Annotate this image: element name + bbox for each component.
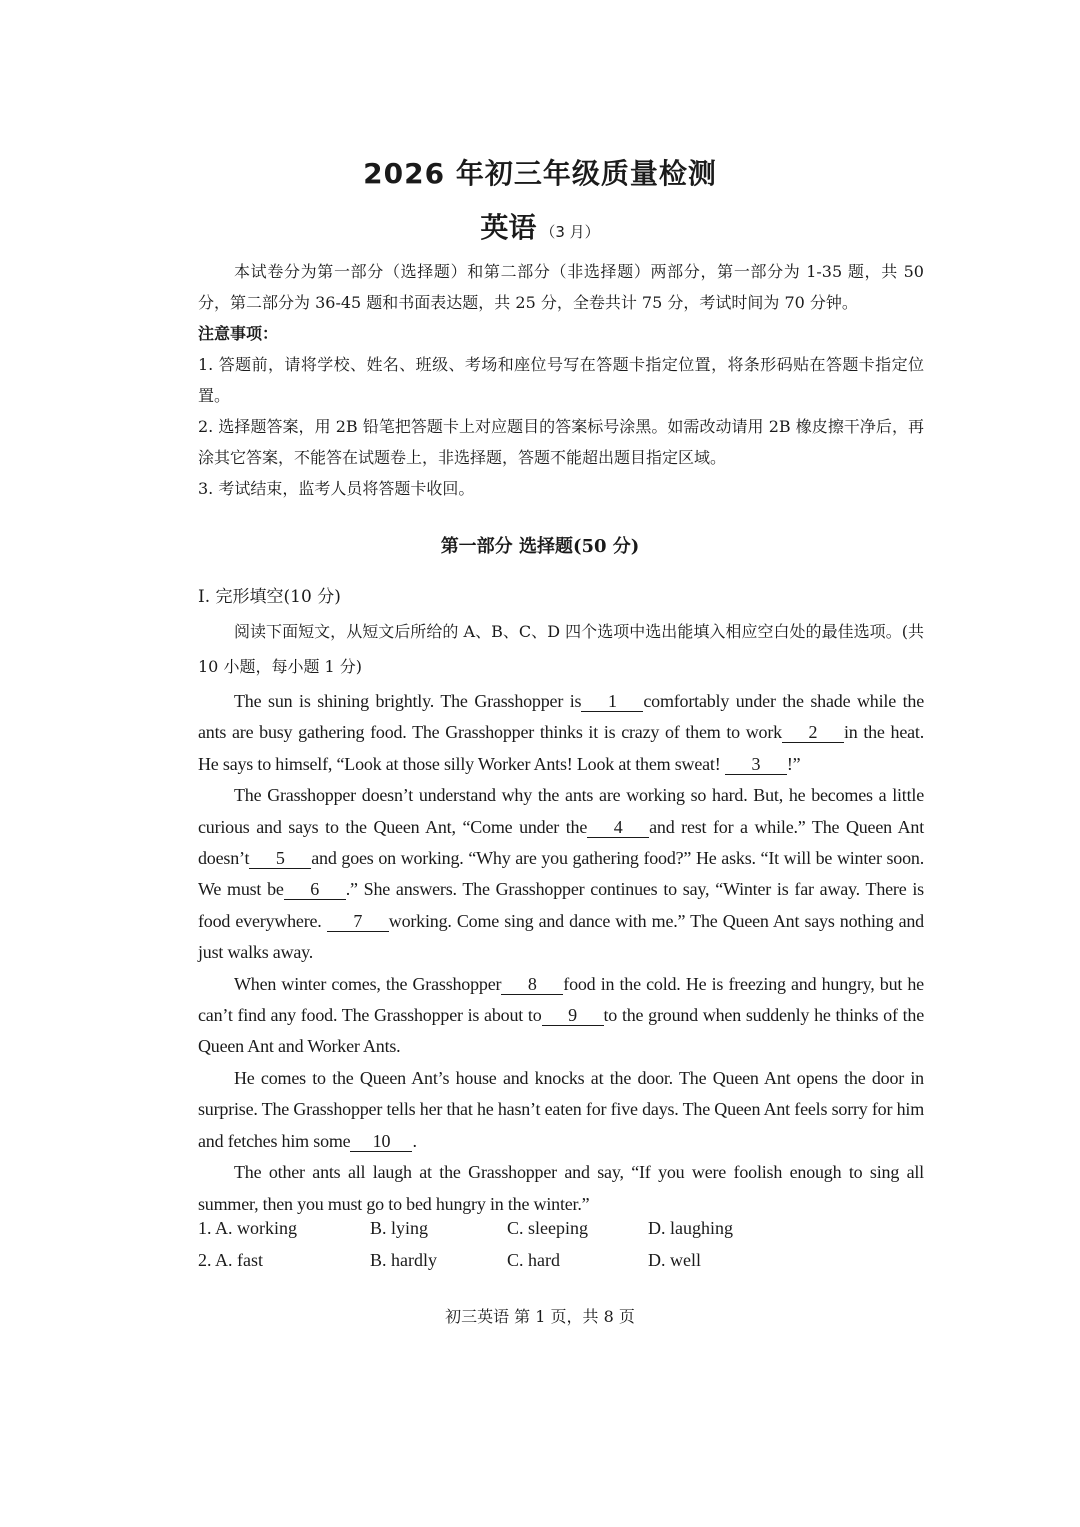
blank-10: 10 bbox=[350, 1131, 412, 1152]
passage-paragraph bbox=[198, 969, 924, 1063]
part-title: I. 完形填空(10 分) bbox=[198, 587, 341, 607]
passage-text: in the heat. He says to himself, “Look at those silly Worker Ants! Look at them sweat! bbox=[198, 722, 924, 774]
option-row bbox=[198, 1218, 924, 1250]
passage-text: The Grasshopper doesn’t understand why the ants are working so hard. But, he becomes a little curious and says to the Queen Ant, “Come under the bbox=[198, 785, 924, 837]
passage-text: The sun is shining brightly. The Grasshopper is bbox=[234, 691, 582, 711]
passage-text: . bbox=[412, 1130, 417, 1151]
page-footer: 初三英语 第 1 页，共 8 页 bbox=[445, 1307, 635, 1326]
note-item: 1. 答题前，请将学校、姓名、班级、考场和座位号写在答题卡指定位置，将条形码贴在答题卡指定位置。 bbox=[198, 355, 924, 405]
passage-text: and rest for a while.” The Queen Ant doesn’t bbox=[198, 816, 924, 869]
blank-2: 2 bbox=[782, 722, 844, 743]
blank-6: 6 bbox=[284, 879, 346, 900]
passage-text: working. Come sing and dance with me.” The Queen Ant says nothing and just walks away. bbox=[198, 910, 924, 963]
option-b: B. hardly bbox=[370, 1250, 437, 1270]
exam-title: 2026 年初三年级质量检测 bbox=[363, 157, 717, 190]
passage-text: to the ground when suddenly he thinks of the Queen Ant and Worker Ants. bbox=[198, 1005, 924, 1057]
section-title: 第一部分 选择题(50 分) bbox=[440, 536, 640, 557]
note-item: 2. 选择题答案，用 2B 铅笔把答题卡上对应题目的答案标号涂黑。如需改动请用 2B 橡皮擦干净后，再涂其它答案，不能答在试题卷上，非选择题，答题不能超出题目指定区域。 bbox=[198, 417, 924, 467]
exam-subject bbox=[0, 206, 1080, 246]
blank-5: 5 bbox=[249, 848, 311, 869]
blank-7: 7 bbox=[327, 911, 389, 932]
blank-8: 8 bbox=[501, 974, 563, 995]
exam-description: 本试卷分为第一部分（选择题）和第二部分（非选择题）两部分，第一部分为 1-35 题，共 50 分，第二部分为 36-45 题和书面表达题，共 25 分，全卷共计 75 分，考试时间为 70 分钟。 bbox=[198, 262, 924, 312]
option-d: D. well bbox=[648, 1250, 701, 1270]
passage-paragraph bbox=[198, 686, 924, 780]
option-b: B. lying bbox=[370, 1218, 429, 1238]
passage-text: .” She answers. The Grasshopper continues to say, “Winter is far away. There is food everywhere. bbox=[198, 879, 924, 931]
option-c: C. sleeping bbox=[507, 1218, 588, 1238]
blank-3: 3 bbox=[725, 754, 787, 775]
option-d: D. laughing bbox=[648, 1218, 733, 1238]
exam-month: （3 月） bbox=[540, 223, 600, 241]
subject-label: 英语 bbox=[480, 211, 537, 244]
directions-text: 阅读下面短文，从短文后所给的 A、B、C、D 四个选项中选出能填入相应空白处的最佳选项。(共 10 小题，每小题 1 分) bbox=[198, 622, 924, 676]
blank-9: 9 bbox=[542, 1005, 604, 1026]
exam-instructions bbox=[198, 256, 924, 504]
blank-4: 4 bbox=[587, 817, 649, 838]
notes-heading: 注意事项： bbox=[198, 324, 279, 343]
option-row bbox=[198, 1250, 924, 1282]
passage-text: comfortably under the shade while the ants are busy gathering food. The Grasshopper thinks it is crazy of them to work bbox=[198, 691, 924, 743]
option-a: 1. A. working bbox=[198, 1218, 297, 1238]
passage-text: He comes to the Queen Ant’s house and knocks at the door. The Queen Ant opens the door in surprise. The Grasshopper tells her that he hasn’t eaten for five days. The Queen Ant feels sorry for him and fetches him some bbox=[198, 1067, 924, 1151]
passage-text: When winter comes, the Grasshopper bbox=[234, 973, 502, 994]
passage-paragraph bbox=[198, 1063, 924, 1157]
blank-1: 1 bbox=[581, 691, 643, 712]
answer-options bbox=[198, 1218, 924, 1282]
passage-text: !” bbox=[786, 753, 801, 774]
passage-text: food in the cold. He is freezing and hungry, but he can’t find any food. The Grasshopper is about to bbox=[198, 973, 924, 1026]
option-a: 2. A. fast bbox=[198, 1250, 263, 1270]
passage-paragraph bbox=[198, 780, 924, 968]
cloze-passage bbox=[198, 686, 924, 1220]
passage-text: and goes on working. “Why are you gathering food?” He asks. “It will be winter soon. We must be bbox=[198, 848, 924, 900]
passage-paragraph: The other ants all laugh at the Grasshopper and say, “If you were foolish enough to sing all summer, then you must go to bed hungry in the winter.” bbox=[198, 1162, 924, 1214]
option-c: C. hard bbox=[507, 1250, 560, 1270]
note-item: 3. 考试结束，监考人员将答题卡收回。 bbox=[198, 479, 475, 498]
part-directions bbox=[198, 614, 924, 684]
